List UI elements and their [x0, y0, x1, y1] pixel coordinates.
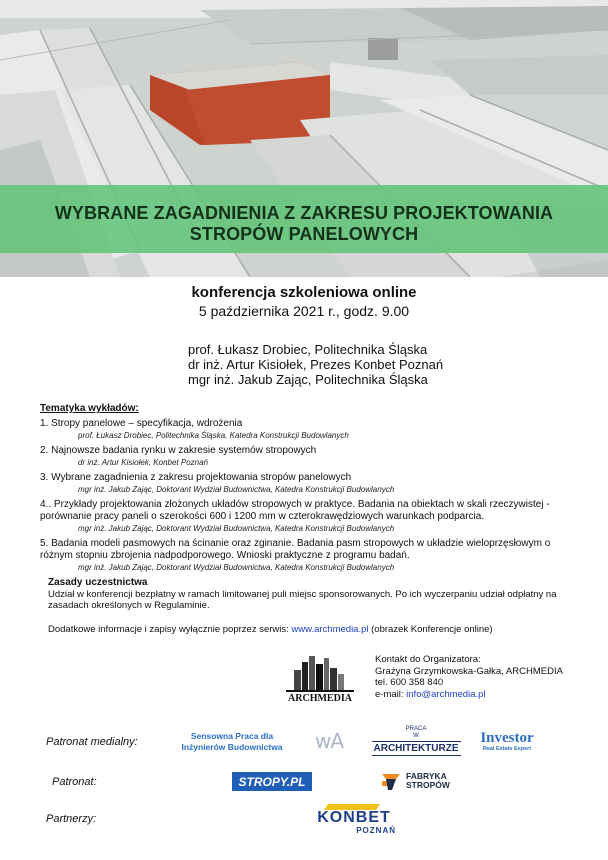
- rules-heading: Zasady uczestnictwa: [48, 577, 148, 588]
- topic-title: 3. Wybrane zagadnienia z zakresu projektowania stropów panelowych: [40, 472, 352, 483]
- fabryka-stropow-logo: [380, 769, 460, 793]
- topic-item: [40, 538, 580, 573]
- konbet-logo: [308, 802, 400, 836]
- event-type: konferencja szkoleniowa online: [191, 284, 417, 301]
- contact-email-link[interactable]: info@archmedia.pl: [406, 688, 486, 700]
- topic-title: 1. Stropy panelowe – specyfikacja, wdrożenia: [40, 418, 243, 429]
- sensowna-line-1: Sensowna Praca dla: [190, 731, 274, 741]
- contact-email-label: e-mail:: [375, 688, 407, 700]
- topic-title: 5. Badania modeli pasmowych na ścinanie oraz zginanie. Badania pasm stropowych w układzie wieloprzęsłowym o różnym stopniu zbrojenia nadpodporowego. Wnioski praktyczne z programu badań.: [40, 538, 551, 561]
- investor-sub: Real Estate Expert: [482, 745, 532, 752]
- speaker: dr inż. Artur Kisiołek, Prezes Konbet Poznań: [188, 357, 444, 372]
- topic-item: [40, 418, 580, 441]
- konbet-main: KONBET: [317, 808, 391, 826]
- archmedia-logo-text: ARCHMEDIA: [288, 693, 352, 704]
- info-suffix: (obrazek Konferencje online): [368, 624, 493, 635]
- topic-item: [40, 499, 580, 534]
- archmedia-skyline-icon: [280, 652, 360, 704]
- participation-rules: [48, 577, 588, 612]
- topic-author: prof. Łukasz Drobiec, Politechnika Śląska, Katedra Konstrukcji Budowlanych: [78, 431, 349, 440]
- topic-title: 4.. Przykłady projektowania złożonych układów stropowych w praktyce. Badania na obiektach w skali rzeczywistej - porównanie pracy paneli o szerokości 600 i 1200 mm w czterokrawędziowych warunkach podparcia.: [40, 499, 550, 522]
- title-line-1: WYBRANE ZAGADNIENIA Z ZAKRESU PROJEKTOWANIA: [54, 203, 554, 223]
- media-patron-label: Patronat medialny:: [46, 736, 138, 748]
- archmedia-link[interactable]: www.archmedia.pl: [291, 624, 369, 635]
- archmedia-logo: [280, 652, 360, 704]
- speakers-list: [188, 342, 443, 387]
- praca-top-2: W: [413, 733, 419, 739]
- stropy-pl-logo: STROPY.PL: [232, 772, 312, 791]
- investor-main: Investor: [480, 729, 534, 746]
- topic-author: dr inż. Artur Kisiołek, Konbet Poznań: [78, 458, 208, 467]
- speaker: prof. Łukasz Drobiec, Politechnika Śląska: [188, 342, 428, 357]
- topic-author: mgr inż. Jakub Zając, Doktorant Wydział Budownictwa, Katedra Konstrukcji Budowlanych: [78, 524, 395, 533]
- info-prefix: Dodatkowe informacje i zapisy wyłącznie poprzez serwis:: [48, 624, 292, 635]
- info-line: [48, 624, 588, 635]
- investor-logo: [474, 728, 540, 754]
- organizer-contact: [375, 654, 563, 700]
- praca-main: ARCHITEKTURZE: [373, 743, 459, 754]
- praca-w-architekturze-logo: [373, 722, 459, 760]
- wa-logo: wA: [314, 729, 344, 753]
- sensowna-line-2: Inżynierów Budownictwa: [181, 742, 283, 752]
- topic-author: mgr inż. Jakub Zając, Doktorant Wydział Budownictwa, Katedra Konstrukcji Budowlanych: [78, 485, 395, 494]
- contact-heading: Kontakt do Organizatora:: [375, 654, 481, 665]
- topics-heading: Tematyka wykładów:: [40, 403, 139, 414]
- praca-top-1: PRACA: [405, 726, 427, 732]
- topic-item: [40, 445, 580, 468]
- fabryka-line-1: FABRYKA: [406, 771, 447, 781]
- fabryka-line-2: STROPÓW: [406, 780, 450, 790]
- topic-item: [40, 472, 580, 495]
- topic-author: mgr inż. Jakub Zając, Doktorant Wydział Budownictwa, Katedra Konstrukcji Budowlanych: [78, 563, 395, 572]
- event-date: 5 października 2021 r., godz. 9.00: [198, 303, 410, 319]
- speaker: mgr inż. Jakub Zając, Politechnika Śląska: [188, 372, 428, 387]
- topic-title: 2. Najnowsze badania rynku w zakresie systemów stropowych: [40, 445, 317, 456]
- patron-label: Patronat:: [52, 776, 97, 788]
- rules-text: Udział w konferencji bezpłatny w ramach limitowanej puli miejsc sponsorowanych. Po ich wyczerpaniu udział odpłatny na zasadach określonych w Regulaminie.: [48, 588, 557, 611]
- topics-list: [40, 418, 580, 577]
- title-line-2: STROPÓW PANELOWYCH: [189, 224, 419, 244]
- sensowna-praca-logo: [170, 729, 294, 755]
- fabryka-stropow-icon: [380, 770, 402, 792]
- contact-phone: tel. 600 358 840: [375, 677, 444, 688]
- contact-name: Grażyna Grzymkowska-Gałka, ARCHMEDIA: [375, 665, 563, 677]
- konbet-sub: POZNAŃ: [356, 825, 396, 835]
- partners-label: Partnerzy:: [46, 813, 97, 825]
- page-title: [20, 203, 588, 245]
